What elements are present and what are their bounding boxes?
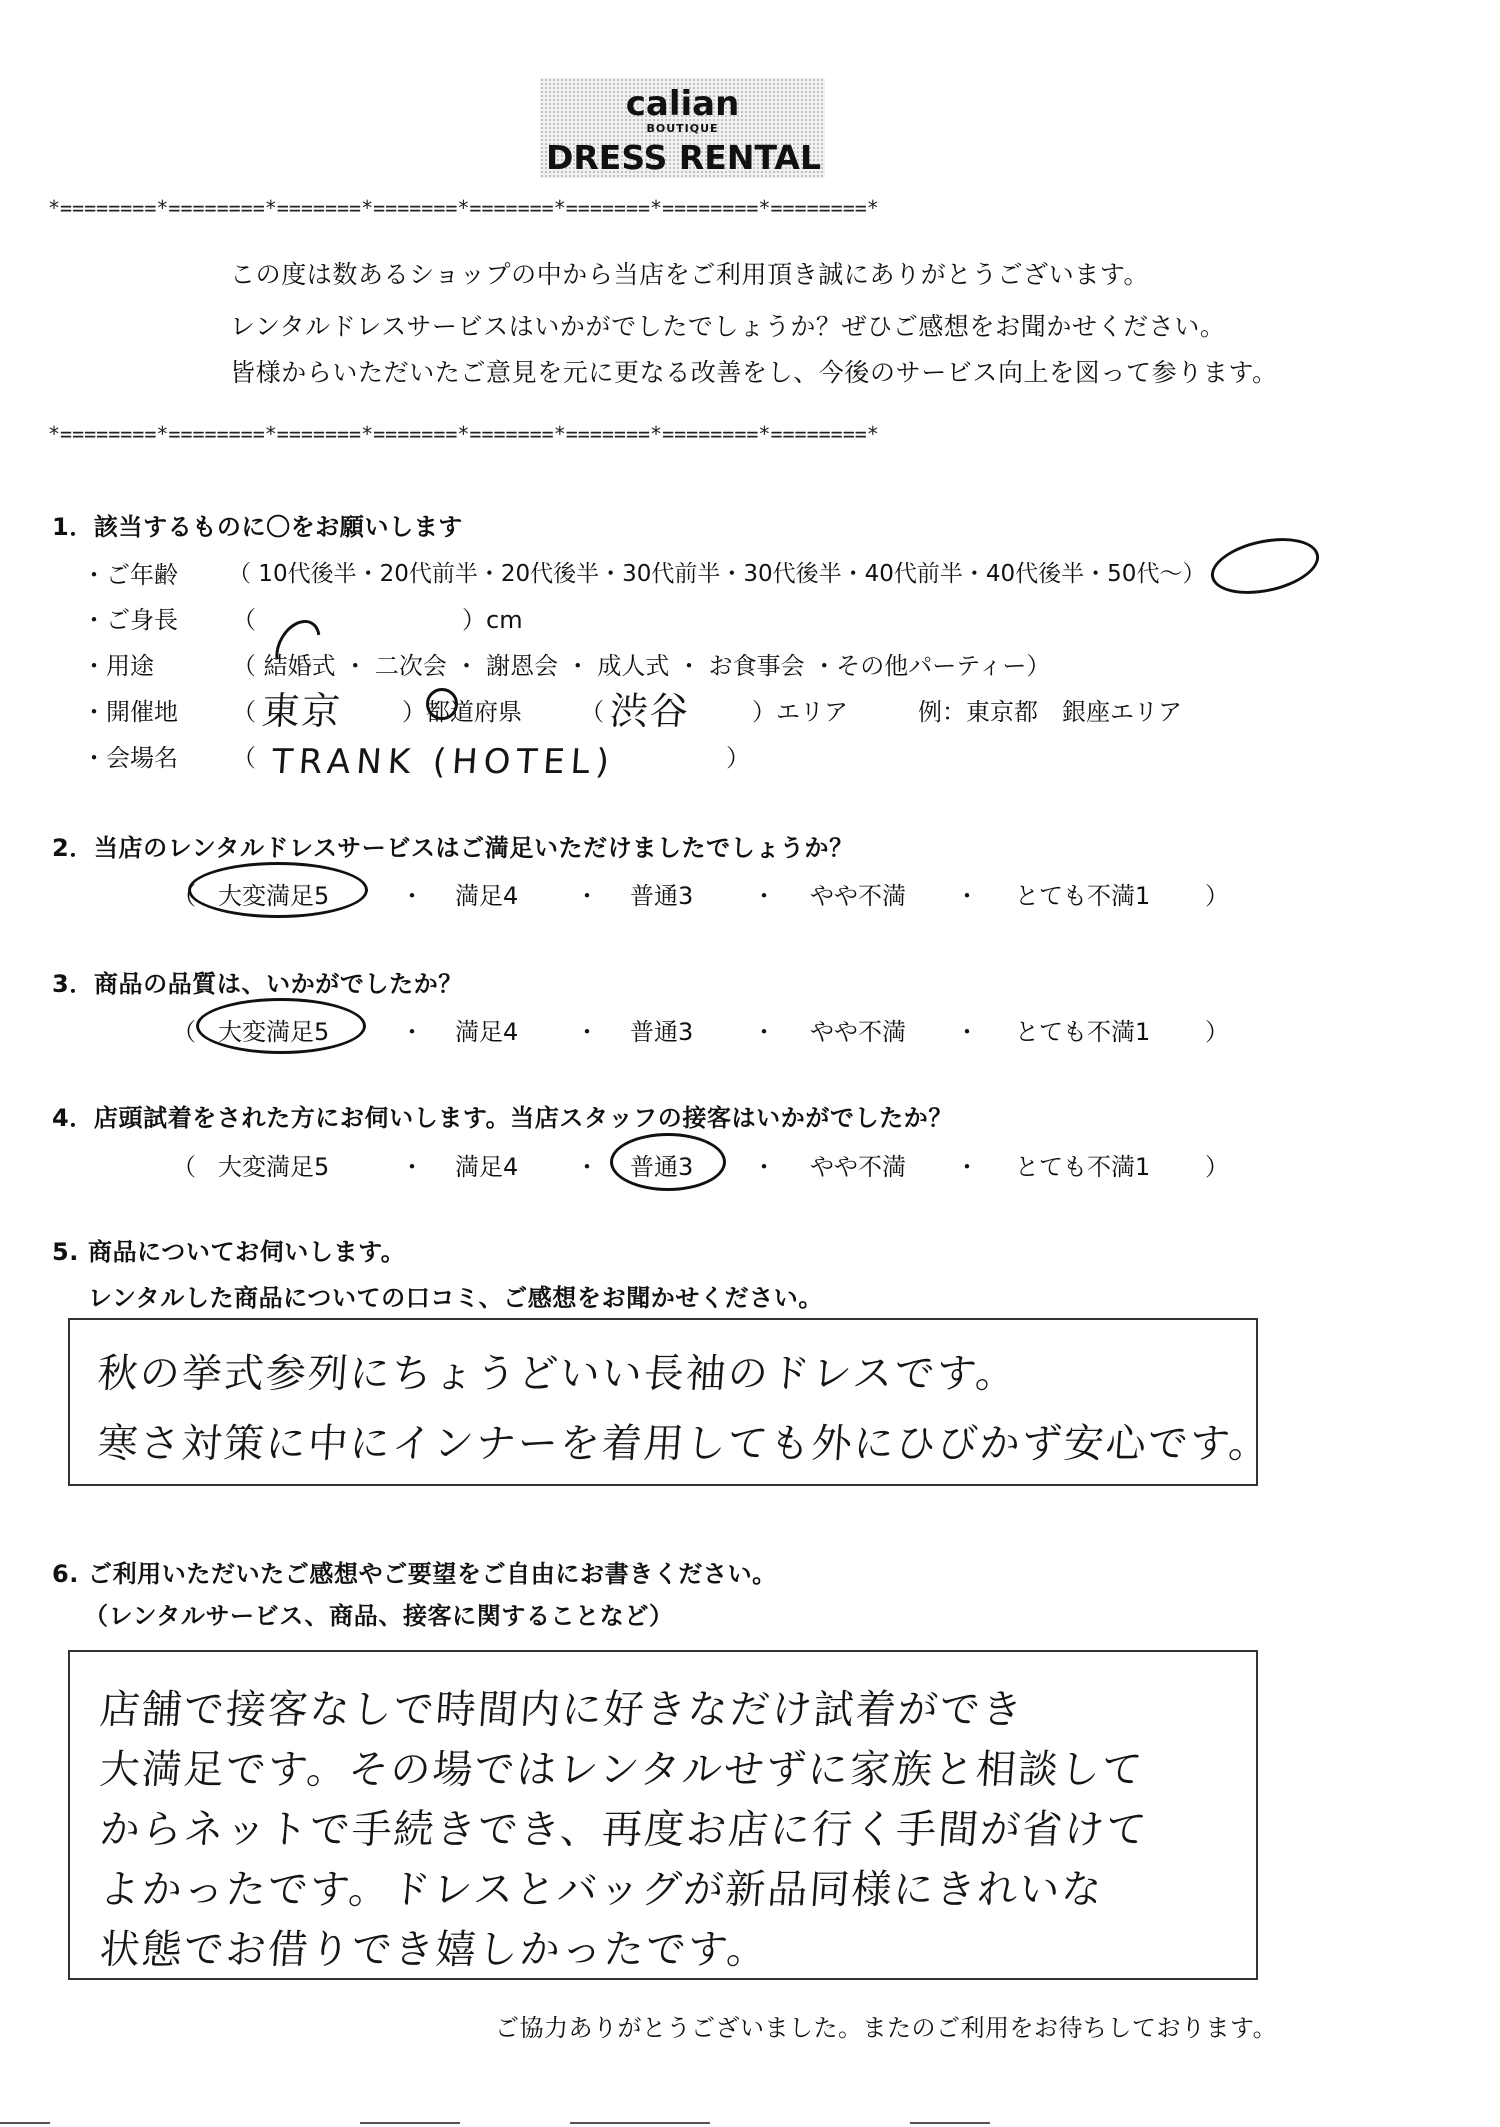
q2-selection-circle	[188, 862, 368, 918]
q2-close: ）	[1205, 882, 1229, 910]
q2-open: （	[172, 882, 196, 910]
q2-title: 2．当店のレンタルドレスサービスはご満足いただけましたでしょうか？	[52, 834, 854, 862]
scan-edge-line-3	[570, 2122, 710, 2124]
age-label: ・ご年齢	[82, 561, 178, 589]
q4-dot-2: ・	[575, 1153, 599, 1181]
prefecture-circle	[426, 688, 458, 720]
q4-open: （	[172, 1153, 196, 1181]
intro-line-1: この度は数あるショップの中から当店をご利用頂き誠にありがとうございます。	[230, 260, 1150, 289]
q4-option-5: とても不満1	[1015, 1153, 1151, 1181]
q6-answer-line-2: 大満足です。その場ではレンタルせずに家族と相談して	[98, 1747, 1146, 1793]
venue-area-open-2: （	[580, 698, 604, 726]
q3-dot-3: ・	[752, 1018, 776, 1046]
q6-title: 6. ご利用いただいたご感想やご要望をご自由にお書きください。	[52, 1560, 777, 1588]
brand-logo	[540, 78, 825, 178]
q3-open: （	[172, 1018, 196, 1046]
q3-dot-2: ・	[575, 1018, 599, 1046]
q2-option-3: 普通3	[630, 882, 694, 910]
q4-selection-circle	[610, 1133, 726, 1191]
scan-edge-line-4	[910, 2122, 990, 2124]
q6-answer-line-3: からネットで手続きでき、再度お店に行く手間が省けて	[98, 1807, 1150, 1853]
q4-title: 4．店頭試着をされた方にお伺いします。当店スタッフの接客はいかがでしたか？	[52, 1104, 953, 1132]
divider-bottom: *========*========*=======*=======*=======*=======*========*========*	[48, 422, 879, 446]
height-close: ）cm	[462, 606, 523, 634]
q4-dot-1: ・	[400, 1153, 424, 1181]
q3-option-2: 満足4	[455, 1018, 519, 1046]
height-open: （	[232, 606, 256, 634]
q4-dot-3: ・	[752, 1153, 776, 1181]
q3-option-1: 大変満足5	[218, 1018, 330, 1046]
q2-dot-3: ・	[752, 882, 776, 910]
divider-top: *========*========*=======*=======*=======*=======*========*========*	[48, 196, 879, 220]
hall-handwritten: TRANK (HOTEL)	[270, 742, 617, 782]
q2-dot-2: ・	[575, 882, 599, 910]
hall-open: （	[232, 744, 256, 772]
logo-name: calian	[625, 84, 740, 124]
scan-edge-line-2	[360, 2122, 460, 2124]
scan-edge-line-1	[0, 2122, 50, 2124]
q4-option-4: やや不満	[810, 1153, 906, 1181]
q4-option-2: 満足4	[455, 1153, 519, 1181]
hall-label: ・会場名	[82, 744, 178, 772]
venue-prefecture-handwritten: 東京	[260, 689, 344, 733]
purpose-label: ・用途	[82, 652, 154, 680]
q3-option-4: やや不満	[810, 1018, 906, 1046]
q4-rating-row	[0, 1147, 1500, 1187]
venue-area-handwritten: 渋谷	[608, 689, 692, 733]
q3-title: 3．商品の品質は、いかがでしたか？	[52, 970, 463, 998]
q5-answer-box	[68, 1318, 1273, 1486]
hall-close: ）	[726, 744, 750, 772]
q4-close: ）	[1205, 1153, 1229, 1181]
height-label: ・ご身長	[82, 606, 178, 634]
age-selection-circle	[1206, 529, 1324, 603]
q6-answer-line-5: 状態でお借りでき嬉しかったです。	[98, 1927, 771, 1973]
q3-close: ）	[1205, 1018, 1229, 1046]
q5-title: 5. 商品についてお伺いします。	[52, 1238, 406, 1266]
venue-area-close-2: ）エリア	[752, 698, 848, 726]
q3-dot-4: ・	[955, 1018, 979, 1046]
q3-option-5: とても不満1	[1015, 1018, 1151, 1046]
q6-answer-line-1: 店舗で接客なしで時間内に好きなだけ試着ができ	[98, 1687, 1026, 1733]
intro-line-2: レンタルドレスサービスはいかがでしたでしょうか？ぜひご感想をお聞かせください。	[230, 312, 1226, 341]
q3-dot-1: ・	[400, 1018, 424, 1046]
q3-option-3: 普通3	[630, 1018, 694, 1046]
q6-answer-box	[68, 1650, 1258, 1980]
q2-option-5: とても不満1	[1015, 882, 1151, 910]
q4-option-1: 大変満足5	[218, 1153, 330, 1181]
venue-area-close: ）都道府県	[402, 698, 522, 726]
q6-answer-line-4: よかったです。ドレスとバッグが新品同様にきれいな	[98, 1867, 1105, 1913]
age-options: （ 10代後半・20代前半・20代後半・30代前半・30代後半・40代前半・40代後半・50代～）	[228, 561, 1206, 587]
q4-dot-4: ・	[955, 1153, 979, 1181]
q2-dot-4: ・	[955, 882, 979, 910]
venue-example: 例：東京都 銀座エリア	[918, 698, 1182, 726]
q1-title: 1．該当するものに〇をお願いします	[52, 513, 463, 541]
venue-area-open: （	[232, 698, 256, 726]
logo-sub: BOUTIQUE	[646, 122, 719, 135]
q3-selection-circle	[196, 998, 366, 1054]
q4-option-3: 普通3	[630, 1153, 694, 1181]
intro-line-3: 皆様からいただいたご意見を元に更なる改善をし、今後のサービス向上を図って参ります。	[230, 358, 1278, 387]
footer-thanks: ご協力ありがとうございました。またのご利用をお待ちしております。	[495, 2014, 1278, 2042]
q5-answer-line-2: 寒さ対策に中にインナーを着用しても外にひびかず安心です。	[96, 1421, 1273, 1467]
q2-option-4: やや不満	[810, 882, 906, 910]
logo-main: DRESS RENTAL	[546, 138, 821, 177]
q2-option-1: 大変満足5	[218, 882, 330, 910]
q2-dot-1: ・	[400, 882, 424, 910]
q5-answer-line-1: 秋の挙式参列にちょうどいい長袖のドレスです。	[96, 1351, 1019, 1397]
purpose-options: （ 結婚式 ・ 二次会 ・ 謝恩会 ・ 成人式 ・ お食事会 ・その他パーティー）	[232, 652, 1051, 680]
q2-option-2: 満足4	[455, 882, 519, 910]
q6-subtitle: （レンタルサービス、商品、接客に関することなど）	[84, 1602, 674, 1630]
q5-subtitle: レンタルした商品についての口コミ、ご感想をお聞かせください。	[88, 1284, 823, 1312]
venue-area-label: ・開催地	[82, 698, 178, 726]
